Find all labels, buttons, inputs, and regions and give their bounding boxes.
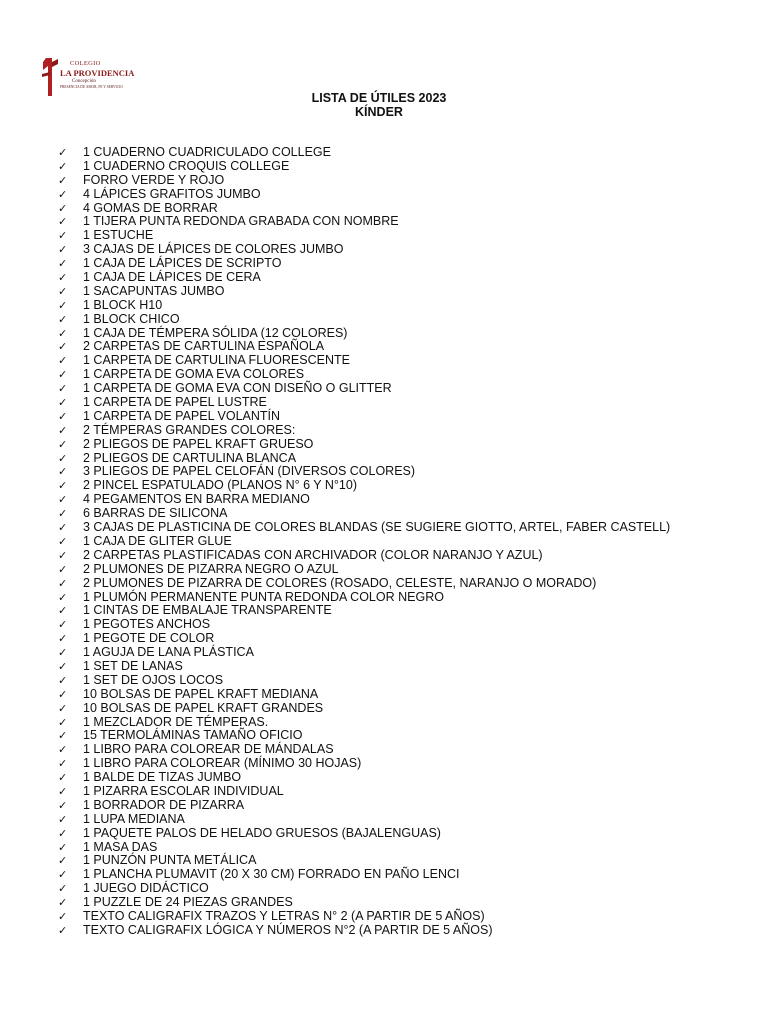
checkmark-icon: ✓ [58,340,68,354]
list-item [58,882,670,896]
list-item-label: 1 AGUJA DE LANA PLÁSTICA [83,645,254,660]
list-item-label: 1 JUEGO DIDÁCTICO [83,881,209,896]
list-item-label: 4 PEGAMENTOS EN BARRA MEDIANO [83,492,310,507]
checkmark-icon: ✓ [58,368,68,382]
list-item-label: 4 LÁPICES GRAFITOS JUMBO [83,186,261,201]
checkmark-icon: ✓ [58,451,68,465]
list-item-label: 2 TÉMPERAS GRANDES COLORES: [83,422,296,437]
list-item [58,813,670,827]
logo-line-2: LA PROVIDENCIA [60,67,135,78]
list-item [58,160,670,174]
checkmark-icon: ✓ [58,771,68,785]
list-item-label: 1 CAJA DE GLITER GLUE [83,533,232,548]
list-item-label: 1 ESTUCHE [83,228,154,243]
list-item [58,438,670,452]
list-item-label: 1 TIJERA PUNTA REDONDA GRABADA CON NOMBRE [83,214,399,229]
list-item-label: 1 PEGOTE DE COLOR [83,631,215,646]
checkmark-icon: ✓ [58,354,68,368]
checkmark-icon: ✓ [58,187,68,201]
list-item [58,493,670,507]
checkmark-icon: ✓ [58,687,68,701]
logo-line-4: PRESENCIA DE AMOR, FE Y SERVICIO [60,85,123,89]
checkmark-icon: ✓ [58,257,68,271]
list-item [58,618,670,632]
list-item-label: 1 PLANCHA PLUMAVIT (20 X 30 CM) FORRADO EN PAÑO LENCI [83,867,460,882]
supply-list [58,146,670,938]
list-item [58,202,670,216]
list-item [58,632,670,646]
list-item [58,313,670,327]
list-item-label: 1 CARPETA DE GOMA EVA CON DISEÑO O GLITTER [83,381,392,396]
list-item [58,354,670,368]
list-item-label: 1 SET DE LANAS [83,658,183,673]
checkmark-icon: ✓ [58,923,68,937]
list-item-label: 1 BLOCK H10 [83,297,163,312]
logo-line-3: Concepción [72,79,96,84]
list-item [58,799,670,813]
list-item-label: 1 BLOCK CHICO [83,311,180,326]
list-item [58,382,670,396]
checkmark-icon: ✓ [58,812,68,826]
checkmark-icon: ✓ [58,882,68,896]
list-item [58,604,670,618]
list-item-label: 2 CARPETAS PLASTIFICADAS CON ARCHIVADOR (COLOR NARANJO Y AZUL) [83,547,543,562]
list-item-label: 1 SACAPUNTAS JUMBO [83,283,225,298]
list-item [58,577,670,591]
checkmark-icon: ✓ [58,798,68,812]
list-item-label: 1 CINTAS DE EMBALAJE TRANSPARENTE [83,603,332,618]
list-item-label: 2 CARPETAS DE CARTULINA ESPAÑOLA [83,339,325,354]
list-item-label: 4 GOMAS DE BORRAR [83,200,218,215]
checkmark-icon: ✓ [58,159,68,173]
checkmark-icon: ✓ [58,437,68,451]
list-item-label: 1 CUADERNO CUADRICULADO COLLEGE [83,145,331,159]
checkmark-icon: ✓ [58,576,68,590]
list-item-label: 1 PLUMÓN PERMANENTE PUNTA REDONDA COLOR NEGRO [83,589,444,604]
checkmark-icon: ✓ [58,757,68,771]
list-item [58,771,670,785]
list-item-label: 1 PUNZÓN PUNTA METÁLICA [83,853,257,868]
list-item [58,368,670,382]
checkmark-icon: ✓ [58,854,68,868]
list-item-label: 1 CAJA DE TÉMPERA SÓLIDA (12 COLORES) [83,325,348,340]
list-item-label: TEXTO CALIGRAFIX LÓGICA Y NÚMEROS N°2 (A PARTIR DE 5 AÑOS) [83,922,493,937]
checkmark-icon: ✓ [58,215,68,229]
checkmark-icon: ✓ [58,784,68,798]
checkmark-icon: ✓ [58,409,68,423]
list-item [58,174,670,188]
list-item [58,396,670,410]
school-name [60,61,134,90]
list-item-label: 1 BORRADOR DE PIZARRA [83,797,245,812]
checkmark-icon: ✓ [58,396,68,410]
list-item-label: 3 CAJAS DE LÁPICES DE COLORES JUMBO [83,242,344,257]
checkmark-icon: ✓ [58,284,68,298]
checkmark-icon: ✓ [58,715,68,729]
checkmark-icon: ✓ [58,326,68,340]
list-item-label: 3 PLIEGOS DE PAPEL CELOFÁN (DIVERSOS COLORES) [83,464,416,479]
checkmark-icon: ✓ [58,673,68,687]
list-item-label: 2 PINCEL ESPATULADO (PLANOS N° 6 Y N°10) [83,478,357,493]
list-item-label: 2 PLIEGOS DE PAPEL KRAFT GRUESO [83,436,314,451]
checkmark-icon: ✓ [58,562,68,576]
list-item [58,410,670,424]
list-item [58,285,670,299]
checkmark-icon: ✓ [58,659,68,673]
checkmark-icon: ✓ [58,479,68,493]
document-subtitle: KÍNDER [355,105,403,119]
document-title: LISTA DE ÚTILES 2023 [311,91,447,105]
list-item-label: 1 CARPETA DE CARTULINA FLUORESCENTE [83,353,350,368]
list-item-label: 10 BOLSAS DE PAPEL KRAFT MEDIANA [83,686,319,701]
list-item [58,424,670,438]
list-item-label: 1 CAJA DE LÁPICES DE SCRIPTO [83,256,282,271]
list-item [58,688,670,702]
checkmark-icon: ✓ [58,701,68,715]
checkmark-icon: ✓ [58,173,68,187]
list-item [58,785,670,799]
list-item [58,479,670,493]
list-item-label: 6 BARRAS DE SILICONA [83,506,228,521]
checkmark-icon: ✓ [58,743,68,757]
checkmark-icon: ✓ [58,826,68,840]
checkmark-icon: ✓ [58,312,68,326]
list-item-label: 1 CARPETA DE GOMA EVA COLORES [83,367,305,382]
list-item [58,215,670,229]
checkmark-icon: ✓ [58,229,68,243]
list-item [58,146,670,160]
checkmark-icon: ✓ [58,632,68,646]
list-item [58,757,670,771]
list-item [58,535,670,549]
list-item [58,660,670,674]
list-item-label: 1 PIZARRA ESCOLAR INDIVIDUAL [83,783,284,798]
list-item [58,340,670,354]
list-item [58,271,670,285]
list-item-label: 1 PAQUETE PALOS DE HELADO GRUESOS (BAJALENGUAS) [83,825,441,840]
list-item-label: 1 CAJA DE LÁPICES DE CERA [83,270,261,285]
list-item [58,563,670,577]
checkmark-icon: ✓ [58,534,68,548]
checkmark-icon: ✓ [58,521,68,535]
logo-line-1: COLEGIO [70,60,101,67]
checkmark-icon: ✓ [58,548,68,562]
checkmark-icon: ✓ [58,590,68,604]
list-item-label: 1 SET DE OJOS LOCOS [83,672,224,687]
list-item-label: 1 LUPA MEDIANA [83,811,185,826]
list-item-label: 1 CARPETA DE PAPEL VOLANTÍN [83,408,281,423]
list-item-label: 10 BOLSAS DE PAPEL KRAFT GRANDES [83,700,324,715]
checkmark-icon: ✓ [58,298,68,312]
list-item-label: 1 MASA DAS [83,839,158,854]
list-item [58,827,670,841]
checkmark-icon: ✓ [58,201,68,215]
list-item [58,646,670,660]
checkmark-icon: ✓ [58,868,68,882]
list-item [58,674,670,688]
list-item [58,549,670,563]
list-item-label: 1 BALDE DE TIZAS JUMBO [83,770,242,785]
checkmark-icon: ✓ [58,840,68,854]
checkmark-icon: ✓ [58,729,68,743]
list-item [58,896,670,910]
list-item-label: 1 PEGOTES ANCHOS [83,617,211,632]
list-item [58,910,670,924]
list-item-label: 1 MEZCLADOR DE TÉMPERAS. [83,714,269,729]
list-item [58,521,670,535]
checkmark-icon: ✓ [58,604,68,618]
list-item-label: 1 CUADERNO CROQUIS COLLEGE [83,158,290,173]
list-item [58,924,670,938]
checkmark-icon: ✓ [58,896,68,910]
list-item-label: 1 CARPETA DE PAPEL LUSTRE [83,395,267,410]
list-item [58,465,670,479]
list-item-label: 1 LIBRO PARA COLOREAR (MÍNIMO 30 HOJAS) [83,756,362,771]
list-item [58,299,670,313]
list-item-label: 3 CAJAS DE PLASTICINA DE COLORES BLANDAS (SE SUGIERE GIOTTO, ARTEL, FABER CASTELL) [83,520,671,535]
checkmark-icon: ✓ [58,465,68,479]
list-item-label: 1 PUZZLE DE 24 PIEZAS GRANDES [83,895,293,910]
list-item-label: 2 PLUMONES DE PIZARRA DE COLORES (ROSADO, CELESTE, NARANJO O MORADO) [83,575,597,590]
list-item [58,188,670,202]
list-item-label: 2 PLIEGOS DE CARTULINA BLANCA [83,450,297,465]
checkmark-icon: ✓ [58,618,68,632]
list-item [58,507,670,521]
checkmark-icon: ✓ [58,243,68,257]
checkmark-icon: ✓ [58,507,68,521]
list-item [58,702,670,716]
checkmark-icon: ✓ [58,271,68,285]
list-item-label: 15 TERMOLÁMINAS TAMAÑO OFICIO [83,728,303,743]
checkmark-icon: ✓ [58,423,68,437]
list-item-label: 1 LIBRO PARA COLOREAR DE MÁNDALAS [83,742,334,757]
list-item [58,854,670,868]
list-item [58,591,670,605]
list-item-label: TEXTO CALIGRAFIX TRAZOS Y LETRAS N° 2 (A PARTIR DE 5 AÑOS) [83,908,485,923]
list-item-label: FORRO VERDE Y ROJO [83,172,225,187]
list-item [58,257,670,271]
checkmark-icon: ✓ [58,493,68,507]
checkmark-icon: ✓ [58,146,68,159]
checkmark-icon: ✓ [58,909,68,923]
list-item [58,327,670,341]
list-item-label: 2 PLUMONES DE PIZARRA NEGRO O AZUL [83,561,339,576]
checkmark-icon: ✓ [58,382,68,396]
checkmark-icon: ✓ [58,646,68,660]
